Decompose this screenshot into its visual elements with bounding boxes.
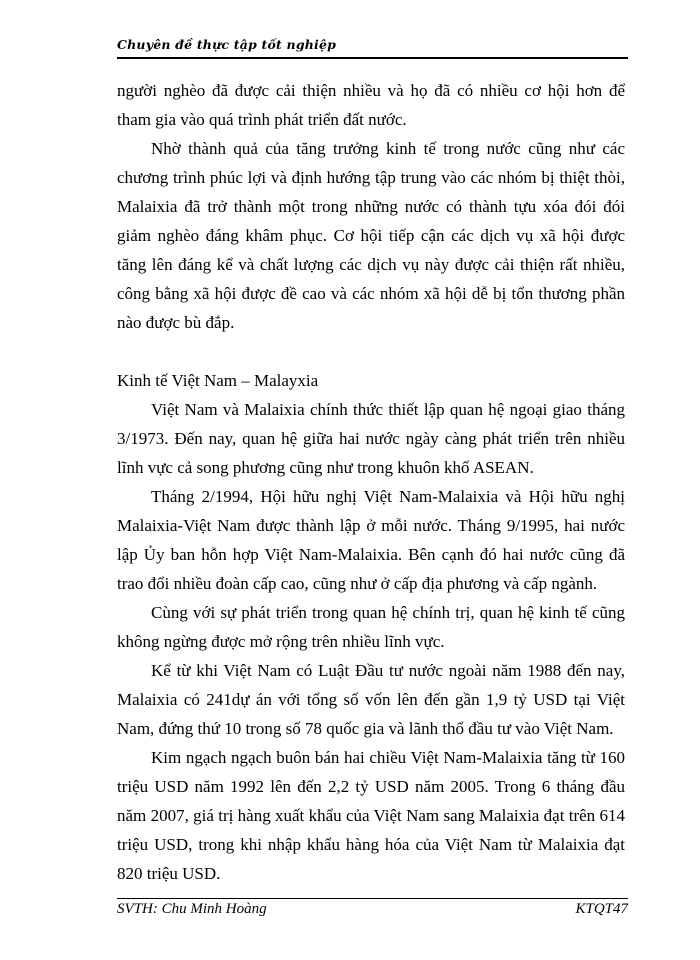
footer-class-code: KTQT47 [575,901,628,917]
section-heading: Kinh tế Việt Nam – Malayxia [117,371,319,390]
document-body [117,76,625,888]
paragraph-friendship-associations: Tháng 2/1994, Hội hữu nghị Việt Nam-Malaixia và Hội hữu nghị Malaixia-Việt Nam được thành lập ở mỗi nước. Tháng 9/1995, hai nước lập Ủy ban hỗn hợp Việt Nam-Malaixia. Bên cạnh đó hai nước cũng đã trao đổi nhiều đoàn cấp cao, cũng như ở cấp địa phương và cấp ngành. [117,487,625,593]
paragraph-trade-turnover: Kim ngạch ngạch buôn bán hai chiều Việt Nam-Malaixia tăng từ 160 triệu USD năm 1992 lên đến 2,2 tỷ USD năm 2005. Trong 6 tháng đầu năm 2007, giá trị hàng xuất khẩu của Việt Nam sang Malaixia đạt trên 614 triệu USD, trong khi nhập khẩu hàng hóa của Việt Nam từ Malaixia đạt 820 triệu USD. [117,748,625,883]
paragraph-economic-relations: Cùng với sự phát triển trong quan hệ chính trị, quan hệ kinh tế cũng không ngừng được mở rộng trên nhiều lĩnh vực. [117,603,625,651]
paragraph-continuation: người nghèo đã được cải thiện nhiều và họ đã có nhiều cơ hội hơn để tham gia vào quá trình phát triển đất nước. [117,81,625,129]
header-title: Chuyên đề thực tập tốt nghiệp [117,37,337,52]
footer-author: SVTH: Chu Minh Hoàng [117,901,267,917]
paragraph-investment: Kể từ khi Việt Nam có Luật Đầu tư nước ngoài năm 1988 đến nay, Malaixia có 241dự án với tổng số vốn lên đến gần 1,9 tỷ USD tại Việt Nam, đứng thứ 10 trong số 78 quốc gia và lãnh thổ đầu tư vào Việt Nam. [117,661,625,738]
page-footer [117,898,628,918]
paragraph-diplomatic-relations: Việt Nam và Malaixia chính thức thiết lập quan hệ ngoại giao tháng 3/1973. Đến nay, quan hệ giữa hai nước ngày càng phát triển trên nhiều lĩnh vực cả song phương cũng như trong khuôn khổ ASEAN. [117,400,625,477]
paragraph-malaysia-achievements: Nhờ thành quả của tăng trưởng kinh tế trong nước cũng như các chương trình phúc lợi và định hướng tập trung vào các nhóm bị thiệt thòi, Malaixia đã trở thành một trong những nước có thành tựu xóa đói đói giảm nghèo đáng khâm phục. Cơ hội tiếp cận các dịch vụ xã hội được tăng lên đáng kể và chất lượng các dịch vụ này được cải thiện rất nhiều, công bằng xã hội được đề cao và các nhóm xã hội dễ bị tổn thương phần nào được bù đắp. [117,139,625,332]
page-header [117,36,628,59]
